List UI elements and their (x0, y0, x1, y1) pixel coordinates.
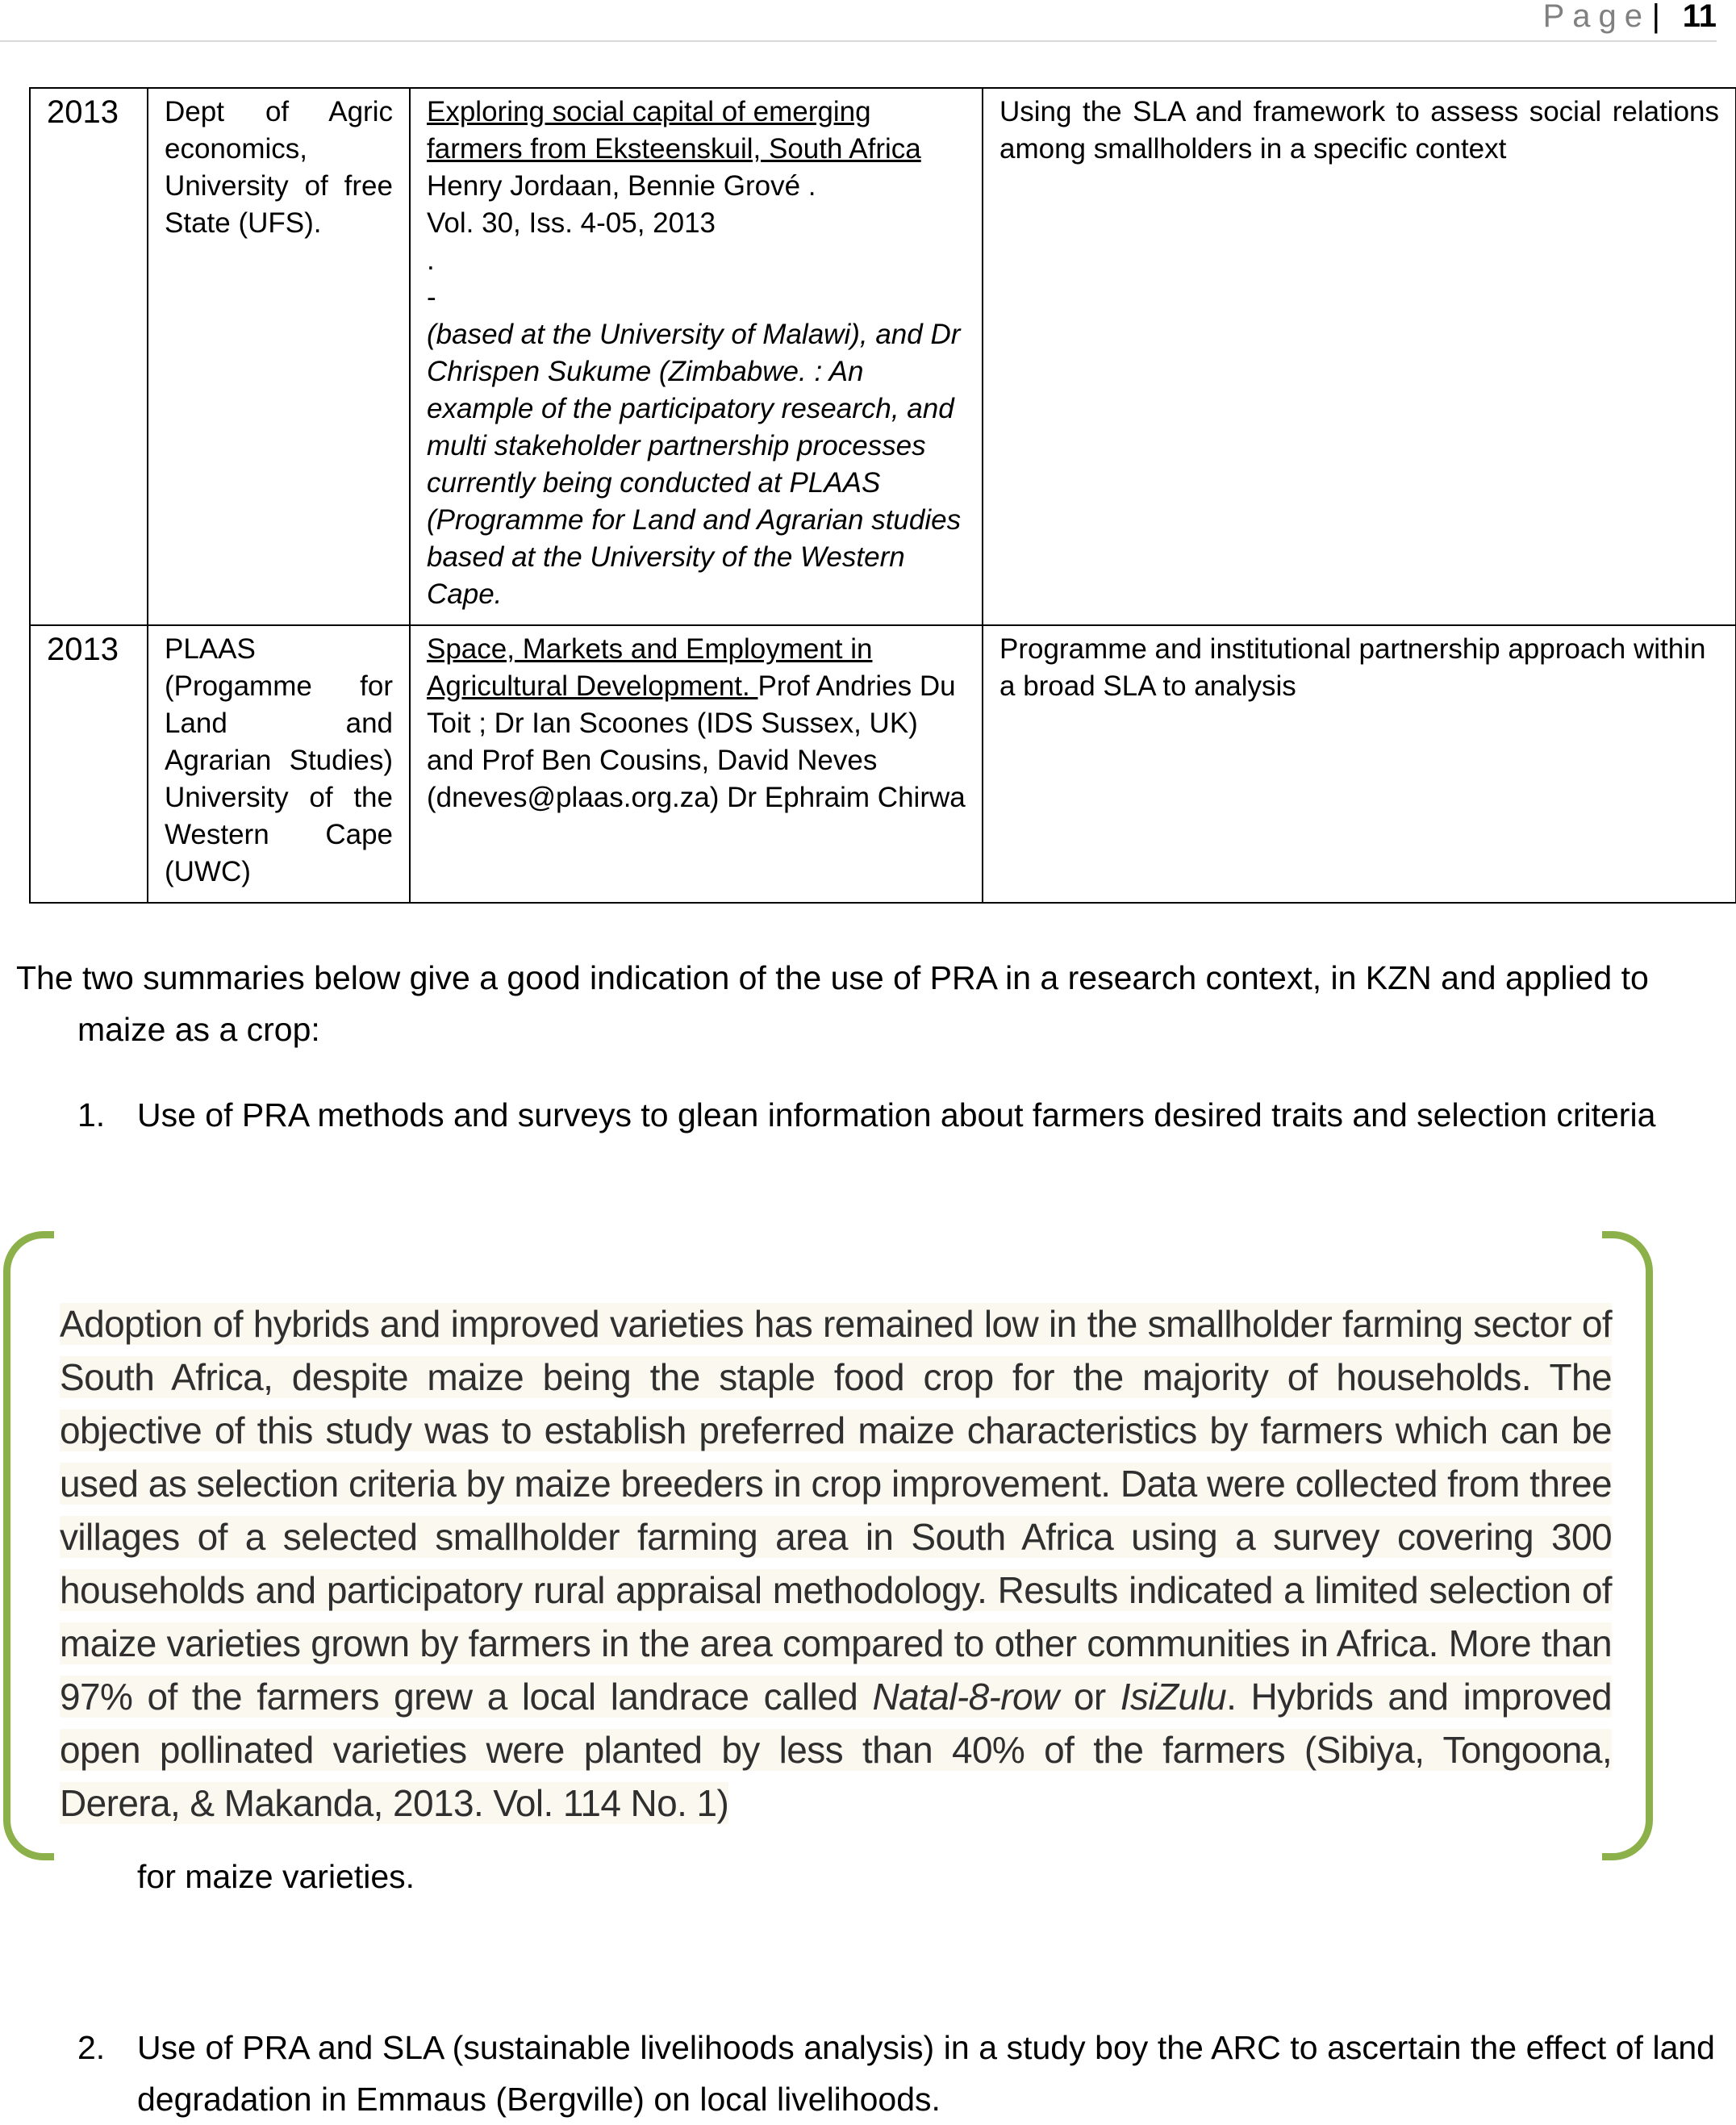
publication-dot: . (427, 244, 435, 276)
year-cell: 2013 (30, 625, 148, 903)
publication-cell (410, 625, 983, 903)
list-item (77, 1089, 1715, 1141)
intro-line-1: The two summaries below give a good indication of the use of PRA in a research context, in KZN and applied to (16, 959, 1649, 996)
publication-authors: Henry Jordaan, Bennie Grové . (427, 170, 816, 202)
left-bracket (3, 1231, 54, 1860)
publication-title[interactable]: Exploring social capital of emerging farmers from Eksteenskuil, South Africa (427, 96, 921, 165)
publication-dash: - (427, 282, 436, 313)
list-text: Use of PRA methods and surveys to glean information about farmers desired traits and selection criteria (137, 1096, 1656, 1133)
page-label: Page (1542, 0, 1650, 34)
publication-cell (410, 88, 983, 625)
intro-paragraph (16, 952, 1718, 1055)
continuation-text: for maize varieties. (137, 1858, 415, 1895)
institution-cell: PLAAS (Progamme for Land and Agrarian Studies) University of the Western Cape (UWC) (148, 625, 410, 903)
table-row (30, 625, 1736, 903)
description-cell: Programme and institutional partnership approach within a broad SLA to analysis (983, 625, 1736, 903)
list-item (77, 2022, 1715, 2125)
research-table (29, 87, 1736, 904)
list-number: 2. (77, 2029, 106, 2066)
quote-text-2: or (1058, 1676, 1120, 1718)
publication-title[interactable]: Space, Markets and Employment in Agricultural Development. (427, 633, 873, 702)
intro-line-2: maize as a crop: (77, 1011, 320, 1048)
quote-italic-2: IsiZulu (1120, 1676, 1227, 1718)
page-header (0, 0, 1717, 42)
list-number: 1. (77, 1096, 106, 1133)
year-cell: 2013 (30, 88, 148, 625)
quote-text-3: . Hybrids and improved open pollinated varieties were planted by less than 40% of the farmers (Sibiya, Tongoona, Derera, & Makanda, 2013. Vol. 114 No. 1) (60, 1676, 1612, 1824)
page-number: 11 (1682, 0, 1717, 34)
publication-volume: Vol. 30, Iss. 4-05, 2013 (427, 207, 716, 239)
table-row (30, 88, 1736, 625)
quote-italic-1: Natal-8-row (872, 1676, 1059, 1718)
institution-cell: Dept of Agric economics, University of free State (UFS). (148, 88, 410, 625)
publication-authors: Prof Andries Du Toit ; Dr Ian Scoones (IDS Sussex, UK) and Prof Ben Cousins, David Neves (dneves@plaas.org.za) Dr Ephraim Chirwa (427, 670, 966, 813)
publication-note: (based at the University of Malawi), and Dr Chrispen Sukume (Zimbabwe. : An example of the participatory research, and multi stakeholder partnership processes currently being conducted at PLAAS (Programme for Land and Agrarian studies based at the University of the Western Cape. (427, 319, 962, 610)
summary-quote (60, 1297, 1612, 1830)
quote-text-1: Adoption of hybrids and improved varieties has remained low in the smallholder farming sector of South Africa, despite maize being the staple food crop for the majority of households. The objective of this study was to establish preferred maize characteristics by farmers which can be used as selection criteria by maize breeders in crop improvement. Data were collected from three villages of a selected smallholder farming area in South Africa using a survey covering 300 households and participatory rural appraisal methodology. Results indicated a limited selection of maize varieties grown by farmers in the area compared to other communities in Africa. More than 97% of the farmers grew a local landrace called (60, 1303, 1612, 1718)
page-separator: | (1651, 0, 1660, 34)
description-cell: Using the SLA and framework to assess social relations among smallholders in a specific context (983, 88, 1736, 625)
list-text: Use of PRA and SLA (sustainable livelihoods analysis) in a study boy the ARC to ascertain the effect of land degradation in Emmaus (Bergville) on local livelihoods. (137, 2029, 1715, 2118)
